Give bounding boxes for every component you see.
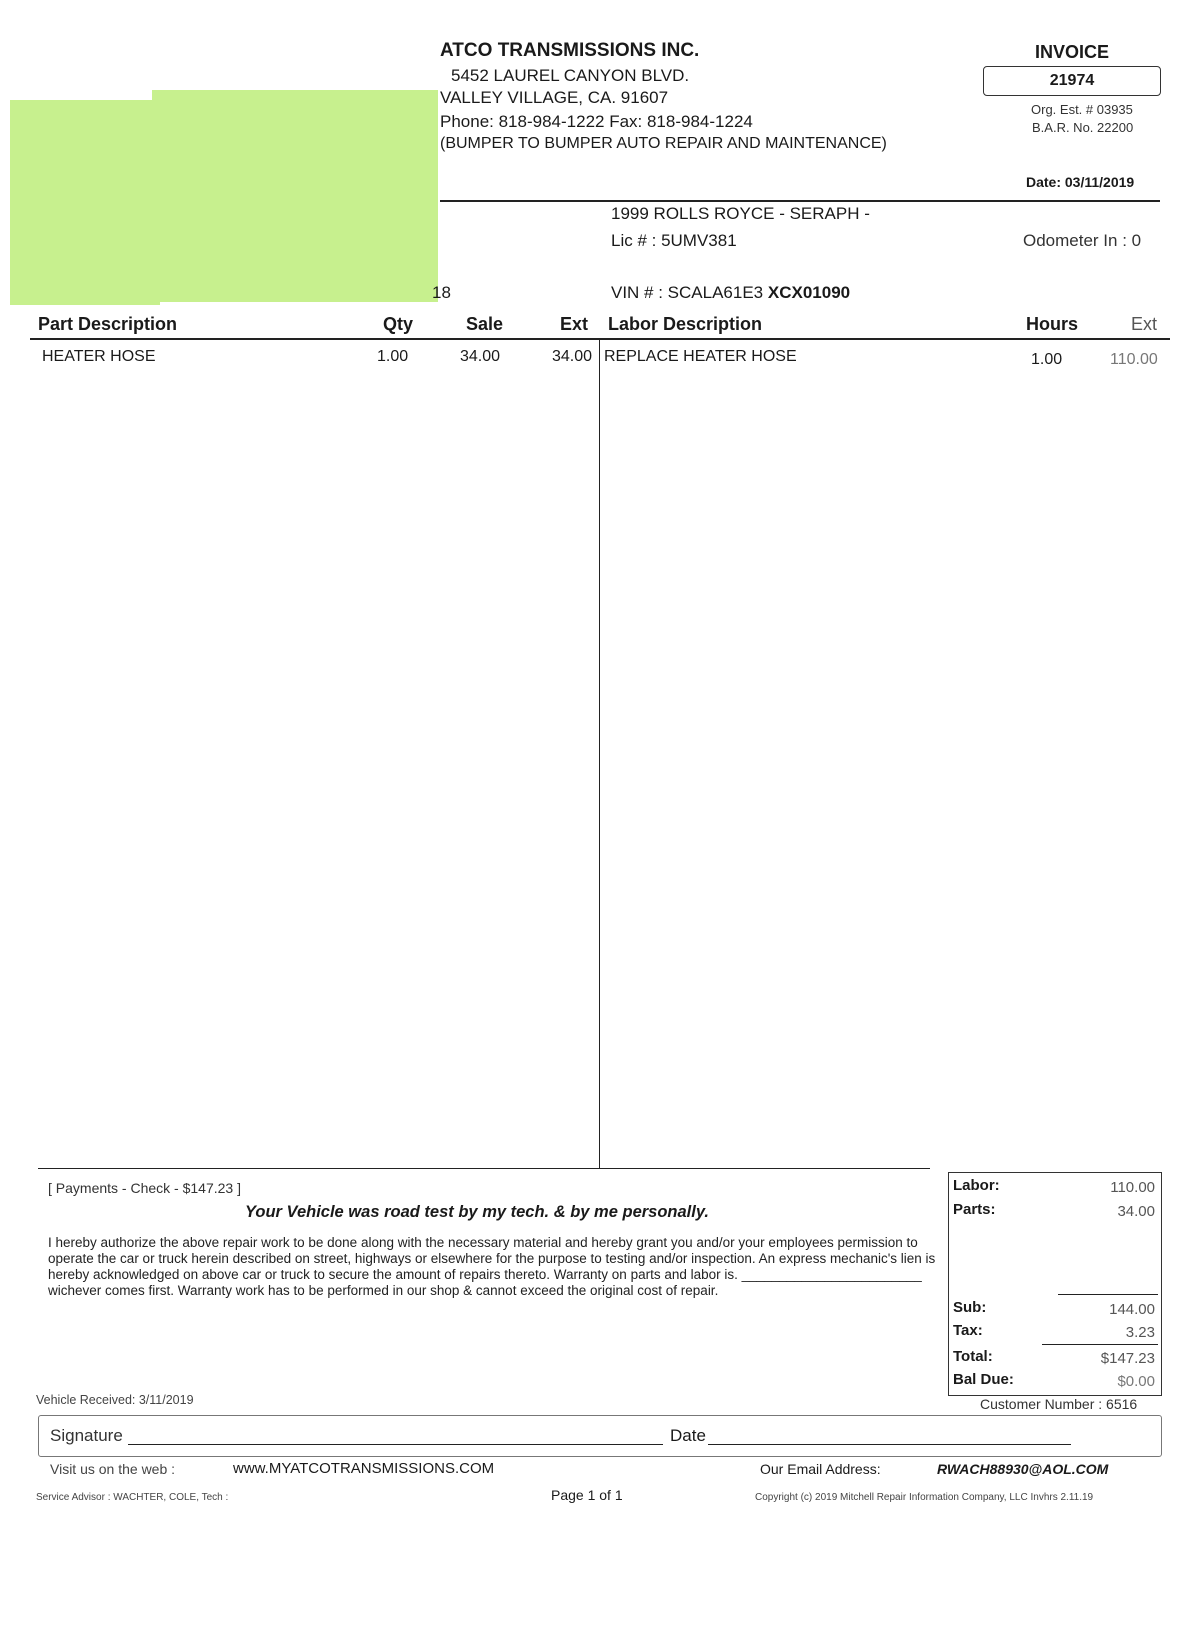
tax-value: 3.23	[1125, 1324, 1155, 1341]
subtotal-rule	[1058, 1294, 1158, 1295]
redaction-sticker-left	[10, 100, 160, 305]
vehicle-received: Vehicle Received: 3/11/2019	[36, 1393, 194, 1407]
vehicle-partial-digits: 18	[432, 283, 451, 302]
website-link[interactable]: www.MYATCOTRANSMISSIONS.COM	[233, 1460, 495, 1477]
signature-box	[38, 1415, 1162, 1457]
visit-web-label: Visit us on the web :	[50, 1461, 176, 1477]
page-number: Page 1 of 1	[551, 1487, 623, 1503]
total-label: Total:	[953, 1348, 993, 1365]
road-test-message: Your Vehicle was road test by my tech. & by me personally.	[245, 1203, 709, 1221]
total-value: $147.23	[1100, 1350, 1155, 1367]
labor-ext-header: Ext	[1131, 314, 1158, 334]
parts-ext-header: Ext	[560, 314, 589, 334]
service-advisor: Service Advisor : WACHTER, COLE, Tech :	[36, 1492, 229, 1503]
authorization-text: I hereby authorize the above repair work to be done along with the necessary material and hereby grant you and/or your employees permission to operate the car or truck herein described on street, highways or elsewhere for the purpose to testing and/or inspection. An express mechanic's lien is hereby acknowledged on above car or truck to secure the amount of repairs thereto. Warranty on parts and labor is. ________________________ wichever comes first. Warranty work has to be performed in our shop & cannot exceed the original cost of repair.	[48, 1235, 936, 1298]
email-link[interactable]: RWACH88930@AOL.COM	[937, 1461, 1109, 1477]
subtotal-label: Sub:	[953, 1299, 987, 1316]
vin-suffix: XCX01090	[767, 283, 851, 302]
vehicle-vin	[611, 283, 850, 303]
total-rule	[1042, 1344, 1158, 1345]
labor-description-header: Labor Description	[608, 314, 763, 334]
redaction-sticker-right	[152, 90, 438, 302]
labor-total-value: 110.00	[1110, 1179, 1155, 1196]
signature-line	[128, 1444, 663, 1445]
balance-due-label: Bal Due:	[953, 1371, 1014, 1388]
vin-prefix: VIN # : SCALA61E3	[611, 283, 764, 302]
sale-header: Sale	[466, 314, 504, 334]
labor-desc-cell: REPLACE HEATER HOSE	[604, 348, 797, 365]
customer-number: Customer Number : 6516	[980, 1396, 1138, 1412]
vehicle-description: 1999 ROLLS ROYCE - SERAPH -	[611, 204, 870, 223]
part-desc-cell: HEATER HOSE	[42, 348, 156, 365]
header-divider	[440, 200, 1160, 202]
hours-header: Hours	[1026, 314, 1079, 334]
part-sale-cell: 34.00	[460, 348, 501, 365]
org-est-number: Org. Est. # 03935	[1031, 102, 1133, 117]
balance-due-value: $0.00	[1117, 1373, 1155, 1390]
part-qty-cell: 1.00	[377, 348, 409, 365]
invoice-label: INVOICE	[1035, 42, 1110, 62]
table-bottom-rule	[38, 1168, 930, 1169]
invoice-number: 21974	[983, 66, 1161, 96]
odometer-in: Odometer In : 0	[1023, 231, 1142, 250]
shop-name: ATCO TRANSMISSIONS INC.	[440, 40, 700, 61]
shop-phone-fax: Phone: 818-984-1222 Fax: 818-984-1224	[440, 112, 753, 131]
parts-total-value: 34.00	[1117, 1203, 1155, 1220]
shop-tagline: (BUMPER TO BUMPER AUTO REPAIR AND MAINTENANCE)	[440, 135, 887, 152]
part-description-header: Part Description	[38, 314, 178, 334]
invoice-date: Date: 03/11/2019	[1026, 174, 1135, 190]
labor-hours-cell: 1.00	[1031, 351, 1063, 368]
date-line	[708, 1444, 1071, 1445]
date-label: Date	[670, 1426, 706, 1445]
labor-total-label: Labor:	[953, 1177, 1000, 1194]
labor-ext-cell: 110.00	[1110, 351, 1158, 368]
vehicle-license: Lic # : 5UMV381	[611, 231, 737, 250]
shop-address-2: VALLEY VILLAGE, CA. 91607	[440, 88, 669, 107]
copyright-notice: Copyright (c) 2019 Mitchell Repair Information Company, LLC Invhrs 2.11.19	[755, 1492, 1094, 1503]
column-divider	[599, 340, 600, 1168]
payments-line: [ Payments - Check - $147.23 ]	[48, 1180, 241, 1196]
parts-total-label: Parts:	[953, 1201, 996, 1218]
signature-label: Signature	[50, 1426, 123, 1445]
shop-address-1: 5452 LAUREL CANYON BLVD.	[451, 66, 690, 85]
tax-label: Tax:	[953, 1322, 983, 1339]
qty-header: Qty	[383, 314, 414, 334]
email-label: Our Email Address:	[760, 1461, 881, 1477]
part-ext-cell: 34.00	[552, 348, 593, 365]
subtotal-value: 144.00	[1109, 1301, 1155, 1318]
bar-number: B.A.R. No. 22200	[1032, 120, 1134, 135]
